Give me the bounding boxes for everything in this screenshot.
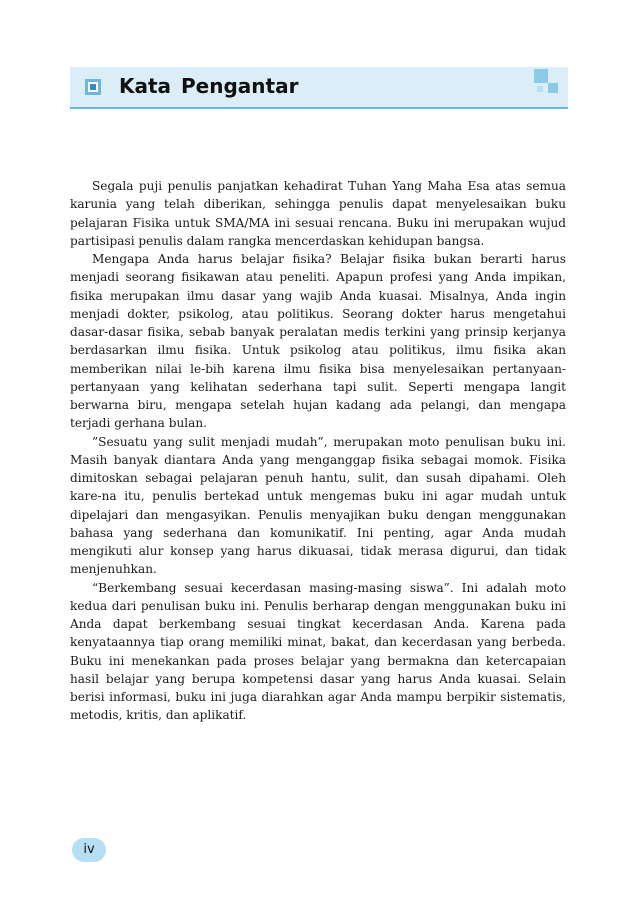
preface-body (70, 177, 566, 725)
section-header (70, 67, 568, 109)
page-number: iv (72, 838, 106, 862)
paragraph: Segala puji penulis panjatkan kehadirat Tuhan Yang Maha Esa atas semua karunia yang telah diberikan, sehingga penulis dapat menyelesaikan buku pelajaran Fisika untuk SMA/MA ini sesuai rencana. Buku ini merupakan wujud partisipasi penulis dalam rangka mencerdaskan kehidupan bangsa. (70, 179, 566, 248)
square-bullet-icon (85, 79, 101, 95)
corner-squares-icon (534, 69, 558, 95)
paragraph: “Berkembang sesuai kecerdasan masing-masing siswa”. Ini adalah moto kedua dari penulisan buku ini. Penulis berharap dengan menggunakan buku ini Anda dapat berkembang sesuai tingkat kecerdasan Anda. Karena pada kenyataannya tiap orang memiliki minat, bakat, dan kecerdasan yang berbeda. Buku ini menekankan pada proses belajar yang bermakna dan ketercapaian hasil belajar yang berupa kompetensi dasar yang harus Anda kuasai. Selain berisi informasi, buku ini juga diarahkan agar Anda mampu berpikir sistematis, metodis, kritis, dan aplikatif. (70, 580, 566, 723)
paragraph: ”Sesuatu yang sulit menjadi mudah”, merupakan moto penulisan buku ini. Masih banyak diantara Anda yang menganggap fisika sebagai momok. Fisika dimitoskan sebagai pelajaran penuh hantu, sulit, dan susah dipahami. Oleh kare-na itu, penulis bertekad untuk mengemas buku ini agar mudah untuk dipelajari dan mengasyikan. Penulis menyajikan buku dengan menggunakan bahasa yang sederhana dan komunikatif. Ini penting, agar Anda mudah mengikuti alur konsep yang harus dikuasai, tidak merasa digurui, dan tidak menjenuhkan. (70, 434, 566, 577)
paragraph: Mengapa Anda harus belajar fisika? Belajar fisika bukan berarti harus menjadi seorang fisikawan atau peneliti. Apapun profesi yang Anda impikan, fisika merupakan ilmu dasar yang wajib Anda kuasai. Misalnya, Anda ingin menjadi dokter, psikolog, atau politikus. Seorang dokter harus mengetahui dasar-dasar fisika, sebab banyak peralatan medis terkini yang prinsip kerjanya berdasarkan ilmu fisika. Untuk psikolog atau politikus, ilmu fisika akan memberikan nilai le-bih karena ilmu fisika bisa menyelesaikan pertanyaan-pertanyaan yang kelihatan sederhana tapi sulit. Seperti mengapa langit berwarna biru, mengapa setelah hujan kadang ada pelangi, dan mengapa terjadi gerhana bulan. (70, 252, 566, 431)
page-title: Kata Pengantar (119, 74, 299, 98)
